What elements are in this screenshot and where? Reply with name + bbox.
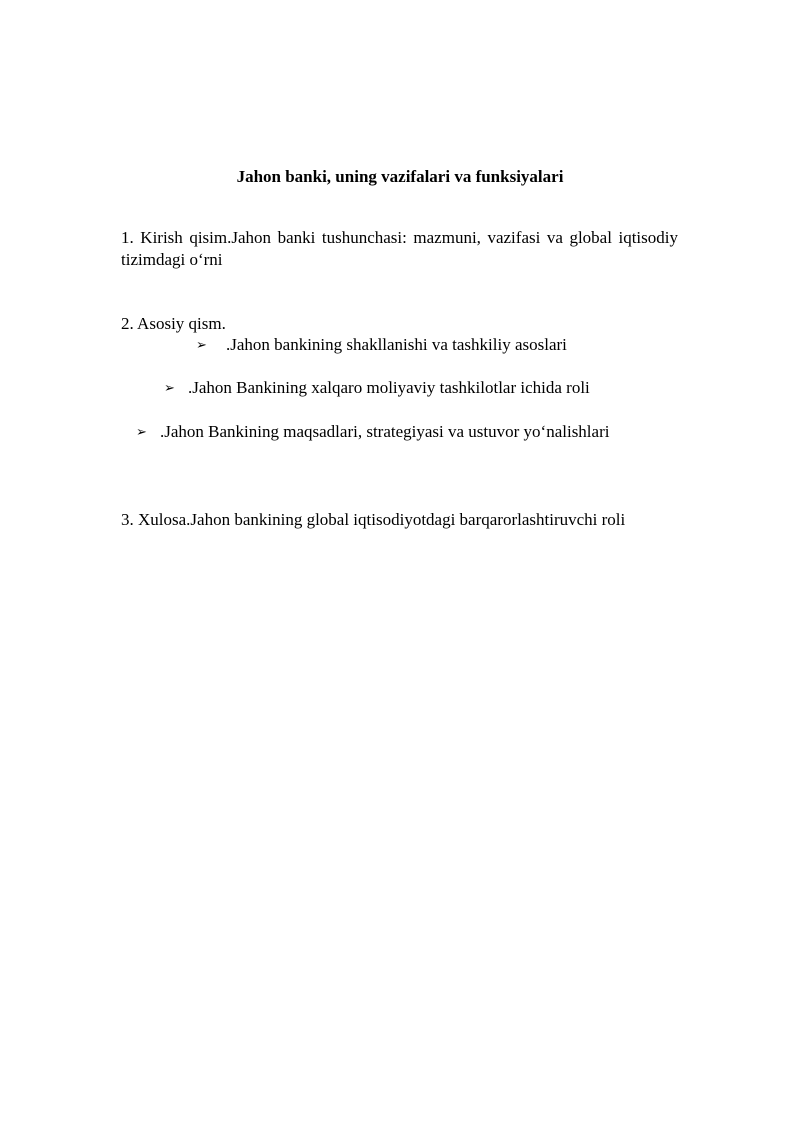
section-3-conclusion: 3. Xulosa.Jahon bankining global iqtisodiyotdagi barqarorlashtiruvchi roli (121, 510, 626, 529)
arrow-bullet-icon: ➢ (196, 338, 207, 353)
arrow-bullet-icon: ➢ (164, 381, 175, 396)
arrow-bullet-icon: ➢ (136, 425, 147, 440)
list-item-text: .Jahon Bankining maqsadlari, strategiyasi va ustuvor yo‘nalishlari (160, 422, 610, 441)
section-1-introduction: 1. Kirish qisim.Jahon banki tushunchasi: mazmuni, vazifasi va global iqtisodiy tizimdagi o‘rni (121, 228, 678, 269)
list-item (136, 421, 609, 444)
document-title: Jahon banki, uning vazifalari va funksiyalari (236, 167, 564, 186)
section-2-main-part: 2. Asosiy qism. (121, 314, 226, 333)
list-item-text: .Jahon Bankining xalqaro moliyaviy tashkilotlar ichida roli (188, 378, 590, 397)
list-item (196, 334, 567, 357)
list-item-text: .Jahon bankining shakllanishi va tashkiliy asoslari (226, 335, 567, 354)
list-item (164, 377, 590, 400)
